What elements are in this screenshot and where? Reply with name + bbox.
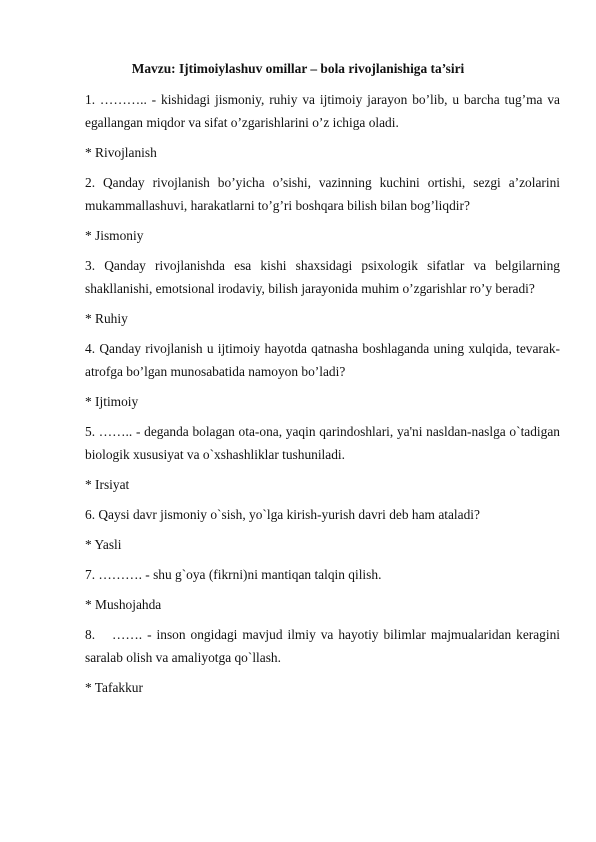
question-4: 4. Qanday rivojlanish u ijtimoiy hayotda qatnasha boshlaganda uning xulqida, tevarak- atrofga bo’lgan munosabatida namoyon bo’ladi?	[85, 341, 560, 379]
question-2: 2. Qanday rivojlanish bo’yicha o’sishi, vazinning kuchini ortishi, sezgi a’zolarini mukammallashuvi, harakatlarni to’g’ri boshqara bilish bilan bog’liqdir?	[85, 175, 560, 213]
answer-3: * Ruhiy	[85, 311, 128, 326]
answer-7: * Mushojahda	[85, 597, 162, 612]
answer-6: * Yasli	[85, 537, 122, 552]
answer-1: * Rivojlanish	[85, 145, 157, 160]
answer-2: * Jismoniy	[85, 228, 144, 243]
answer-5: * Irsiyat	[85, 477, 130, 492]
question-8-number: 8.	[85, 627, 96, 642]
question-5: 5. …….. - deganda bolagan ota-ona, yaqin qarindoshlari, ya'ni nasldan-naslga o`tadigan biologik xususiyat va o`xshashliklar tushuniladi.	[85, 424, 560, 462]
question-8-text: ……. - inson ongidagi mavjud ilmiy va hayotiy bilimlar majmualaridan keragini saralab olish va amaliyotga qo`llash.	[85, 627, 560, 665]
document-title: Mavzu: Ijtimoiylashuv omillar – bola rivojlanishiga ta’siri	[131, 61, 465, 76]
answer-8: * Tafakkur	[85, 680, 143, 695]
question-1: 1. ……….. - kishidagi jismoniy, ruhiy va ijtimoiy jarayon bo’lib, u barcha tug’ma va egallangan miqdor va sifat o’zgarishlarini o’z ichiga oladi.	[85, 92, 560, 130]
question-3: 3. Qanday rivojlanishda esa kishi shaxsidagi psixologik sifatlar va belgilarning shakllanishi, emotsional irodaviy, bilish jarayonida muhim o’zgarishlar ro’y beradi?	[85, 258, 560, 296]
question-7: 7. ………. - shu g`oya (fikrni)ni mantiqan talqin qilish.	[85, 567, 382, 582]
question-6: 6. Qaysi davr jismoniy o`sish, yo`lga kirish-yurish davri deb ham ataladi?	[85, 507, 480, 522]
document-body	[85, 88, 560, 706]
question-8	[85, 623, 560, 669]
answer-4: * Ijtimoiy	[85, 394, 139, 409]
